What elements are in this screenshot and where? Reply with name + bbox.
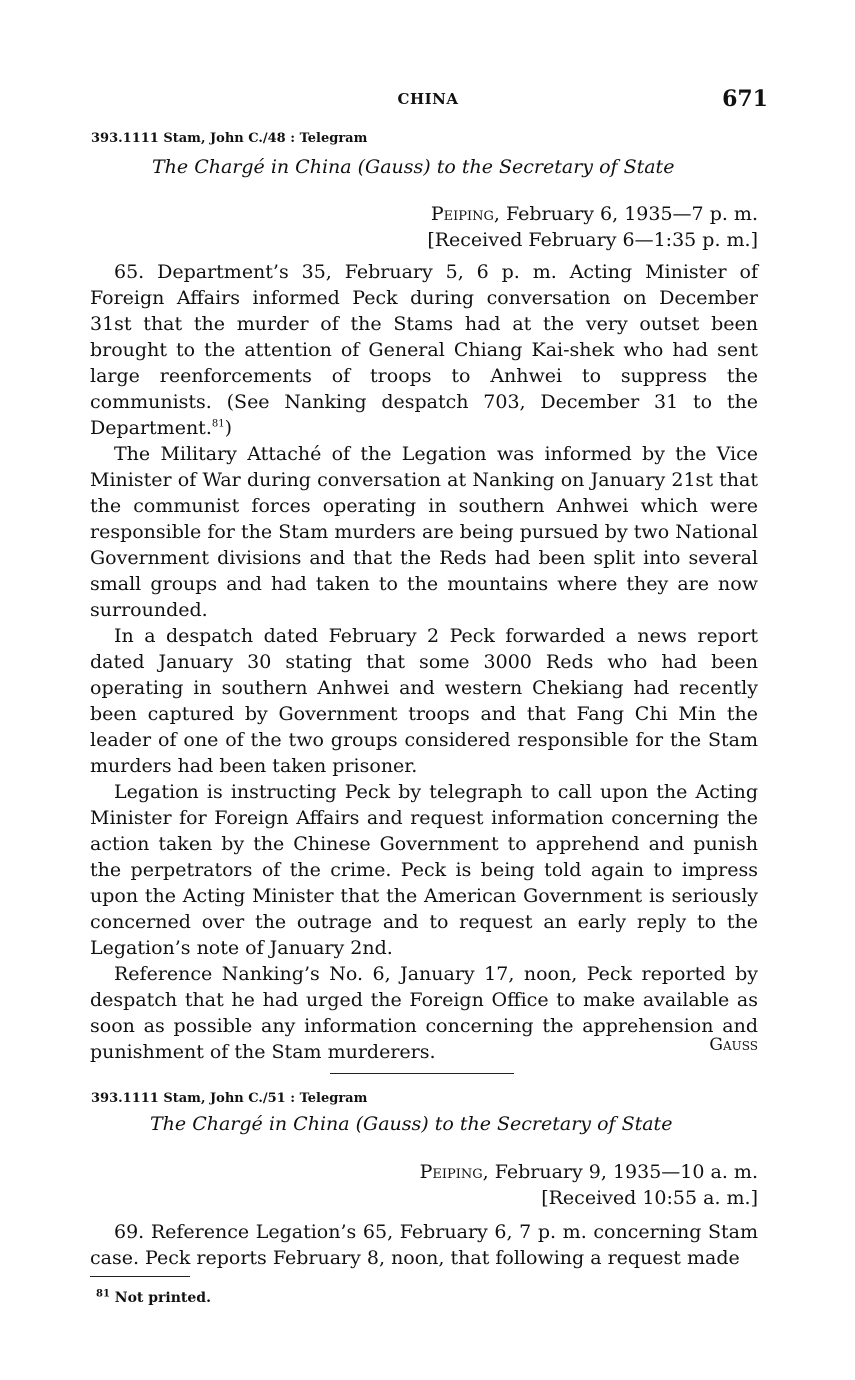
doc1-p1-close: ) — [224, 417, 233, 439]
doc2-heading-name: Gauss — [363, 1113, 422, 1135]
doc1-paragraph: In a despatch dated February 2 Peck forwarded a news report dated January 30 stating that some 3000 Reds who had been operating in southern Anhwei and western Chekiang had recently been captured by Government troops and that Fang Chi Min the leader of one of the two groups considered responsible for the Stam murders had been taken prisoner. — [90, 625, 758, 777]
doc1-footnote-ref: 81 — [211, 418, 225, 430]
doc1-heading-prefix: The Chargé in China ( — [152, 156, 366, 178]
running-head — [88, 86, 768, 116]
doc2-body — [90, 1219, 758, 1271]
section-divider — [330, 1073, 514, 1074]
doc1-heading-name: Gauss — [365, 156, 424, 178]
doc1-dateline — [431, 201, 758, 227]
doc1-paragraph: The Military Attaché of the Legation was informed by the Vice Minister of War during conversation at Nanking on January 21st that the communist forces operating in southern Anhwei which were responsible for the Stam murders are being pursued by two National Government divisions and that the Reds had been split into several small groups and had taken to the mountains where they are now surrounded. — [90, 443, 758, 621]
footnote-text: Not printed. — [109, 1290, 211, 1306]
doc1-p1-text: 65. Department’s 35, February 5, 6 p. m. Acting Minister of Foreign Affairs informed Peck during conversation on December 31st that the murder of the Stams had at the very outset been brought to the attention of General Chiang Kai-shek who had sent large reenforcements of troops to Anhwei to suppress the communists. (See Nanking despatch 703, December 31 to the Department. — [90, 261, 758, 439]
doc1-signature: Gauss — [709, 1035, 758, 1055]
doc2-date: , February 9, 1935—10 a. m. — [482, 1161, 758, 1183]
doc2-file-reference: 393.1111 Stam, John C./51 : Telegram — [91, 1091, 368, 1106]
doc1-paragraph: Reference Nanking’s No. 6, January 17, noon, Peck reported by despatch that he had urged the Foreign Office to make available as soon as possible any information concerning the apprehension and punishment of the Stam murderers. — [90, 963, 758, 1063]
doc1-received: [Received February 6—1:35 p. m.] — [427, 229, 758, 251]
running-head-title: CHINA — [397, 90, 459, 108]
footnote — [96, 1290, 211, 1306]
doc1-paragraph — [90, 259, 758, 441]
page-number: 671 — [722, 86, 768, 112]
doc2-heading-suffix: ) to the Secretary of State — [421, 1113, 673, 1135]
footnote-rule — [90, 1276, 190, 1277]
doc1-body — [90, 259, 758, 1065]
doc1-file-reference: 393.1111 Stam, John C./48 : Telegram — [91, 131, 368, 146]
doc2-received: [Received 10:55 a. m.] — [541, 1187, 758, 1209]
doc2-dateline — [420, 1159, 758, 1185]
doc1-date: , February 6, 1935—7 p. m. — [493, 203, 758, 225]
doc1-heading-suffix: ) to the Secretary of State — [423, 156, 675, 178]
doc2-place: Peiping — [419, 1161, 483, 1183]
doc1-paragraph: Legation is instructing Peck by telegraph to call upon the Acting Minister for Foreign Affairs and request information concerning the action taken by the Chinese Government to apprehend and punish the perpetrators of the crime. Peck is being told again to impress upon the Acting Minister that the American Government is seriously concerned over the outrage and to request an early reply to the Legation’s note of January 2nd. — [90, 781, 758, 959]
doc1-place: Peiping — [430, 203, 494, 225]
doc2-heading — [150, 1113, 672, 1135]
doc2-heading-prefix: The Chargé in China ( — [150, 1113, 364, 1135]
footnote-mark: 81 — [96, 1288, 110, 1300]
doc2-paragraph: 69. Reference Legation’s 65, February 6, 7 p. m. concerning Stam case. Peck reports February 8, noon, that following a request made — [90, 1221, 758, 1269]
doc1-heading — [152, 156, 674, 178]
